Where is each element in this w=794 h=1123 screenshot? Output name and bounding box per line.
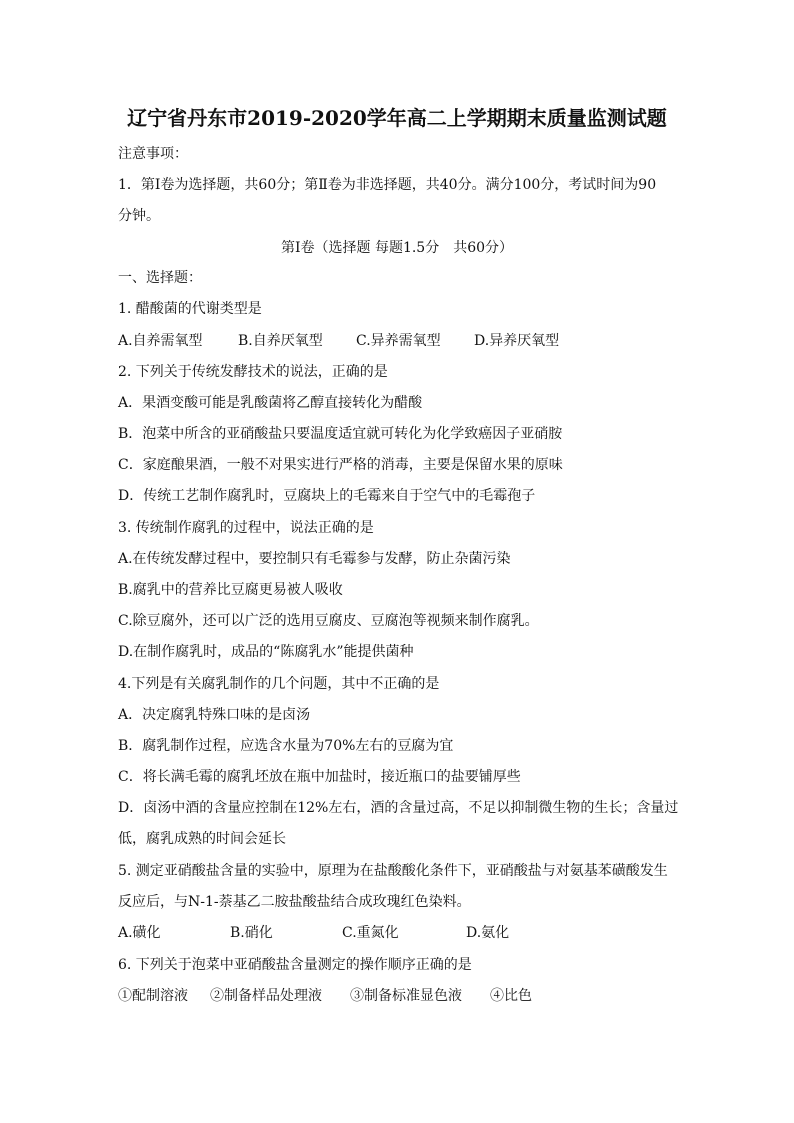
question-4-option-a: A．决定腐乳特殊口味的是卤汤 <box>118 707 311 723</box>
question-6-stem: 6. 下列关于泡菜中亚硝酸盐含量测定的操作顺序正确的是 <box>118 957 472 973</box>
question-2-stem: 2. 下列关于传统发酵技术的说法，正确的是 <box>118 364 388 380</box>
question-1-options <box>118 331 678 351</box>
question-6-step-1: ①配制溶液 <box>118 988 188 1004</box>
notice-heading: 注意事项： <box>118 146 188 162</box>
question-1-stem: 1. 醋酸菌的代谢类型是 <box>118 301 262 317</box>
question-1-option-b: B.自养厌氧型 <box>238 333 323 349</box>
section-title: 第Ⅰ卷（选择题 每题1.5分 共60分） <box>280 240 514 256</box>
question-2-option-d: D．传统工艺制作腐乳时，豆腐块上的毛霉来自于空气中的毛霉孢子 <box>118 488 536 504</box>
question-5-option-b: B.硝化 <box>230 925 273 941</box>
question-4-option-c: C．将长满毛霉的腐乳坯放在瓶中加盐时，接近瓶口的盐要铺厚些 <box>118 769 521 785</box>
question-6-step-4: ④比色 <box>490 988 532 1004</box>
question-5-stem: 5. 测定亚硝酸盐含量的实验中，原理为在盐酸酸化条件下，亚硝酸盐与对氨基苯磺酸发生 <box>118 863 668 879</box>
question-4-option-b: B．腐乳制作过程，应选含水量为70%左右的豆腐为宜 <box>118 738 454 754</box>
part-heading: 一、选择题： <box>118 270 202 286</box>
question-3-option-a: A.在传统发酵过程中，要控制只有毛霉参与发酵，防止杂菌污染 <box>118 551 511 567</box>
document-title: 辽宁省丹东市2019-2020学年高二上学期期末质量监测试题 <box>127 106 667 130</box>
question-5-option-a: A.磺化 <box>118 925 161 941</box>
question-6-steps <box>118 986 678 1006</box>
question-4-option-d: D．卤汤中酒的含量应控制在12%左右，酒的含量过高，不足以抑制微生物的生长；含量过 <box>118 800 679 816</box>
question-4-stem: 4.下列是有关腐乳制作的几个问题，其中不正确的是 <box>118 676 440 692</box>
notice-item-1-continued: 分钟。 <box>118 208 160 224</box>
question-3-option-d: D.在制作腐乳时，成品的“陈腐乳水”能提供菌种 <box>118 644 414 660</box>
question-5-option-d: D.氨化 <box>466 925 510 941</box>
question-2-option-a: A．果酒变酸可能是乳酸菌将乙醇直接转化为醋酸 <box>118 395 423 411</box>
question-5-stem-continued: 反应后，与N-1-萘基乙二胺盐酸盐结合成玫瑰红色染料。 <box>118 894 471 910</box>
question-2-option-b: B．泡菜中所含的亚硝酸盐只要温度适宜就可转化为化学致癌因子亚硝胺 <box>118 426 563 442</box>
question-6-step-3: ③制备标准显色液 <box>350 988 462 1004</box>
question-6-step-2: ②制备样品处理液 <box>210 988 322 1004</box>
question-3-stem: 3. 传统制作腐乳的过程中，说法正确的是 <box>118 520 374 536</box>
question-3-option-b: B.腐乳中的营养比豆腐更易被人吸收 <box>118 582 343 598</box>
question-5-option-c: C.重氮化 <box>342 925 399 941</box>
question-4-option-d-continued: 低，腐乳成熟的时间会延长 <box>118 831 286 847</box>
notice-item-1: 1．第Ⅰ卷为选择题，共60分；第Ⅱ卷为非选择题，共40分。满分100分，考试时间为90 <box>118 177 657 193</box>
question-1-option-c: C.异养需氧型 <box>356 333 441 349</box>
question-3-option-c: C.除豆腐外，还可以广泛的选用豆腐皮、豆腐泡等视频来制作腐乳。 <box>118 613 539 629</box>
question-1-option-a: A.自养需氧型 <box>118 333 203 349</box>
question-2-option-c: C．家庭酿果酒，一般不对果实进行严格的消毒，主要是保留水果的原味 <box>118 457 563 473</box>
question-5-options <box>118 923 678 943</box>
question-1-option-d: D.异养厌氧型 <box>474 333 560 349</box>
